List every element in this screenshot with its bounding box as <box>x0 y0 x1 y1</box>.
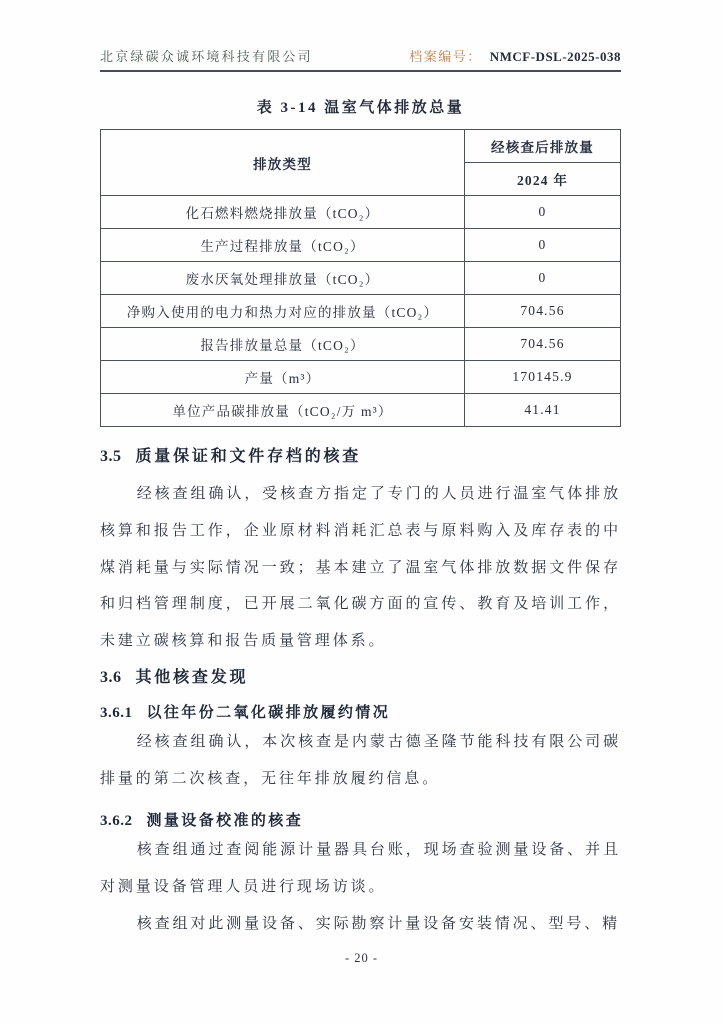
table-row <box>101 394 621 427</box>
column-header-verified-emissions: 经核查后排放量 <box>465 130 621 163</box>
table-title: 表 3-14 温室气体排放总量 <box>256 100 465 116</box>
section-number: 3.5 <box>100 448 122 465</box>
page-header <box>100 0 621 72</box>
emission-value-cell: 0 <box>465 196 621 229</box>
table-header-row <box>101 130 621 163</box>
table-row <box>101 262 621 295</box>
paragraph-3-6-1: 经核查组确认，本次核查是内蒙古德圣隆节能科技有限公司碳排量的第二次核查，无往年排放履约信息。 <box>100 733 621 787</box>
emission-type-cell: 产量（m³） <box>101 361 465 394</box>
emission-value-cell: 0 <box>465 262 621 295</box>
table-row <box>101 229 621 262</box>
emission-type-cell: 废水厌氧处理排放量（tCO₂） <box>101 262 465 295</box>
archive-label: 档案编号： <box>409 49 482 64</box>
table-row <box>101 295 621 328</box>
section-number: 3.6.1 <box>100 704 133 721</box>
emission-type-cell: 净购入使用的电力和热力对应的排放量（tCO₂） <box>101 295 465 328</box>
emission-value-cell: 170145.9 <box>465 361 621 394</box>
column-header-emission-type: 排放类型 <box>101 130 465 196</box>
emission-type-cell: 报告排放量总量（tCO₂） <box>101 328 465 361</box>
section-heading-3-6-1 <box>100 701 621 722</box>
table-row <box>101 328 621 361</box>
table-row <box>101 361 621 394</box>
paragraph-3-6-2-b: 核查组对此测量设备、实际勘察计量设备安装情况、型号、精 <box>136 915 621 932</box>
section-title: 其他核查发现 <box>135 668 249 686</box>
emission-type-cell: 化石燃料燃烧排放量（tCO₂） <box>101 196 465 229</box>
emission-type-cell: 生产过程排放量（tCO₂） <box>101 229 465 262</box>
paragraph-3-5: 经核查组确认，受核查方指定了专门的人员进行温室气体排放核算和报告工作，企业原材料消耗汇总表与原料购入及库存表的中煤消耗量与实际情况一致；基本建立了温室气体排放数据文件保存和归档管理制度，已开展二氧化碳方面的宣传、教育及培训工作，未建立碳核算和报告质量管理体系。 <box>100 486 621 649</box>
archive-number-block <box>409 46 621 65</box>
emissions-table <box>100 129 621 427</box>
column-header-year: 2024 年 <box>465 163 621 196</box>
section-title: 测量设备校准的核查 <box>146 813 304 830</box>
section-number: 3.6.2 <box>100 813 133 830</box>
company-name: 北京绿碳众诚环境科技有限公司 <box>100 49 313 64</box>
emission-value-cell: 41.41 <box>465 394 621 427</box>
section-title: 质量保证和文件存档的核查 <box>135 448 362 465</box>
emission-type-cell: 单位产品碳排放量（tCO₂/万 m³） <box>101 394 465 427</box>
section-heading-3-6 <box>100 664 621 687</box>
archive-number: NMCF-DSL-2025-038 <box>489 49 621 64</box>
section-number: 3.6 <box>100 668 122 686</box>
section-heading-3-5 <box>100 443 621 466</box>
emission-value-cell: 704.56 <box>465 295 621 328</box>
paragraph-3-6-2-a: 核查组通过查阅能源计量器具台账，现场查验测量设备、并且对测量设备管理人员进行现场访谈。 <box>100 842 621 895</box>
emission-value-cell: 704.56 <box>465 328 621 361</box>
table-row <box>101 196 621 229</box>
section-title: 以往年份二氧化碳排放履约情况 <box>146 704 391 721</box>
page-number: - 20 - <box>344 951 379 965</box>
emission-value-cell: 0 <box>465 229 621 262</box>
section-heading-3-6-2 <box>100 809 621 830</box>
